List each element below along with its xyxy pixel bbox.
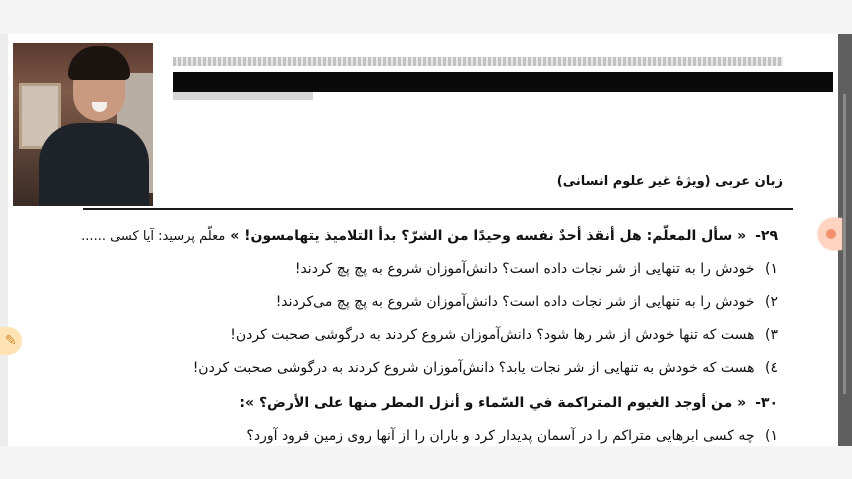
question-number: ۲۹- [755, 228, 778, 244]
redaction-bar [173, 72, 833, 92]
option-29-4[interactable] [193, 360, 778, 376]
option-text: خودش را به تنهایی از شر نجات داده است؟ دانش‌آموزان شروع به پچ پچ می‌کردند! [275, 294, 755, 310]
option-29-3[interactable] [230, 327, 778, 343]
question-29 [81, 228, 778, 244]
circle-dot-icon [826, 229, 836, 239]
bottom-margin-bar [0, 446, 852, 479]
option-number: ۳) [765, 327, 778, 343]
redaction-stripe [173, 57, 783, 66]
redaction-shadow [173, 92, 313, 100]
option-text: چه کسی ابرهایی متراکم را در آسمان پدیدار کرد و باران را از آنها روی زمین فرود آورد؟ [246, 428, 755, 444]
webcam-person-hair [68, 46, 130, 80]
option-number: ۱) [765, 261, 778, 277]
document-page [8, 34, 838, 446]
edge-slit [843, 94, 846, 394]
option-29-1[interactable] [295, 261, 778, 277]
option-29-2[interactable] [276, 294, 778, 310]
question-30 [239, 395, 778, 411]
side-menu-tab[interactable] [818, 218, 842, 250]
header-rule [83, 208, 793, 210]
webcam-person-body [39, 123, 149, 206]
webcam-overlay [13, 43, 153, 206]
option-text: خودش را به تنهایی از شر نجات داده است؟ دانش‌آموزان شروع به پچ پچ کردند! [294, 261, 755, 277]
subject-title: زبان عربی (ویژهٔ غیر علوم انسانی) [556, 174, 783, 189]
option-text: هست که خودش به تنهایی از شر نجات یابد؟ دانش‌آموزان شروع کردند به درگوشی صحبت کردن! [192, 360, 755, 376]
option-30-1[interactable] [246, 428, 778, 444]
question-text: « سأل المعلّم: هل أنقذ أحدٌ نفسه وحيدًا من الشرّ؟ بدأ التلاميذ يتهامسون! » [230, 228, 747, 244]
option-number: ۲) [765, 294, 778, 310]
question-tail: معلّم پرسید: آیا کسی ...... [81, 229, 226, 244]
pencil-icon: ✎ [5, 333, 17, 349]
option-number: ٤) [765, 360, 778, 376]
top-margin-bar [0, 0, 852, 34]
question-text: « من أوجد الغيوم المتراكمة في السّماء و أنزل المطر منها على الأرض؟ »: [239, 395, 747, 411]
option-number: ۱) [765, 428, 778, 444]
option-text: هست که تنها خودش از شر رها شود؟ دانش‌آموزان شروع کردند به درگوشی صحبت کردن! [230, 327, 755, 343]
question-number: ۳۰- [755, 395, 778, 411]
